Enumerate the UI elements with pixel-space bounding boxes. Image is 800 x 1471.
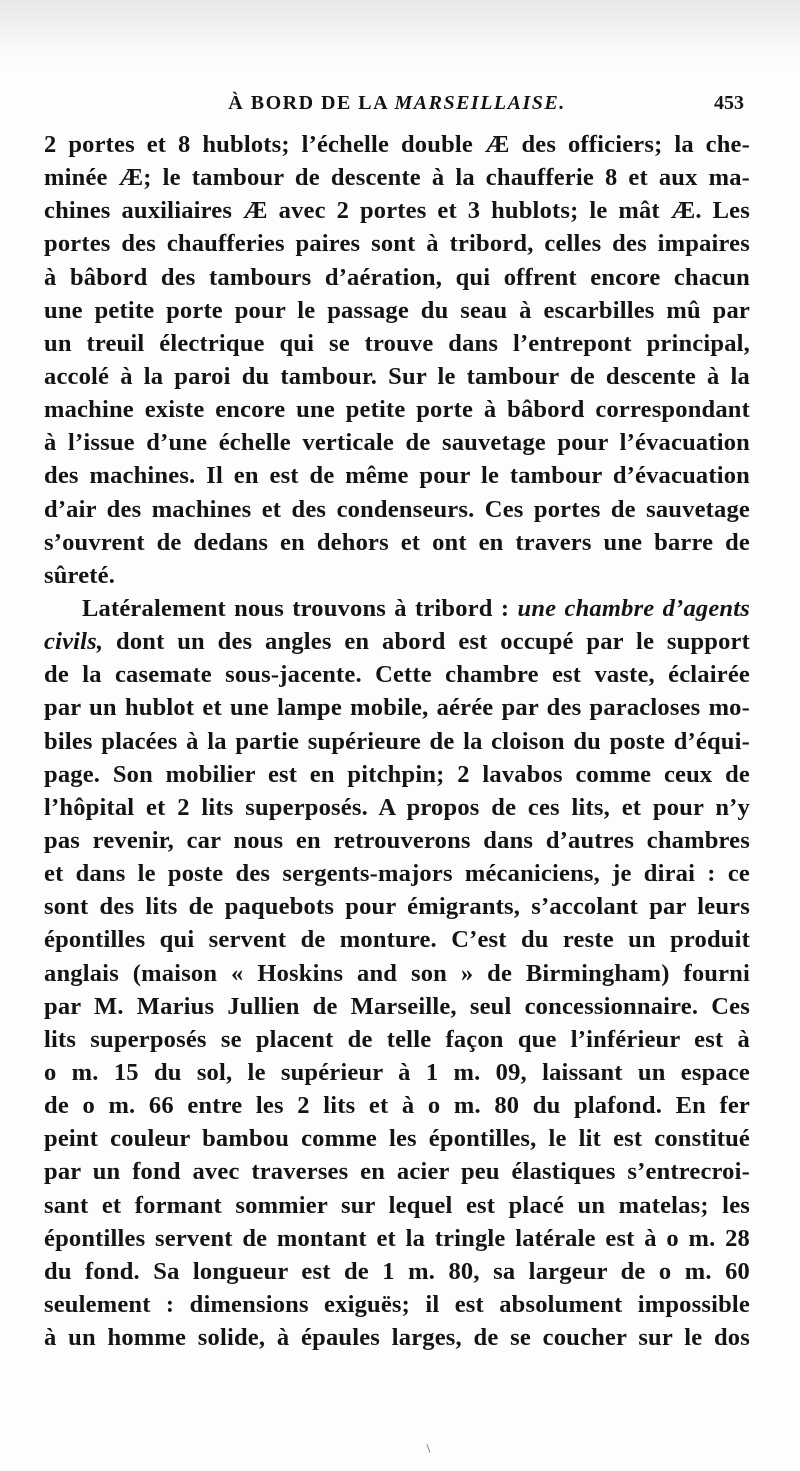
- text-run: Latéralement nous trouvons à tribord :: [82, 594, 518, 622]
- text-line: à l’issue d’une échelle verticale de sauvetage pour l’évacuation: [44, 429, 750, 457]
- text-line: des machines. Il en est de même pour le tambour d’évacuation: [44, 462, 750, 490]
- running-head: [44, 92, 750, 115]
- text-line: minée Æ; le tambour de descente à la chaufferie 8 et aux ma-: [44, 164, 750, 192]
- text-line: et dans le poste des sergents-majors mécaniciens, je dirai : ce: [44, 860, 750, 888]
- text-run: dont un des angles en abord est occupé par le support: [103, 628, 750, 656]
- page-number: 453: [714, 92, 744, 114]
- running-head-prefix: À BORD DE LA: [228, 92, 395, 114]
- text-line: de o m. 66 entre les 2 lits et à o m. 80 du plafond. En fer: [44, 1092, 750, 1120]
- scan-edge-shading: [0, 0, 800, 70]
- text-line: 2 portes et 8 hublots; l’échelle double Æ des officiers; la che-: [44, 131, 750, 158]
- text-line: anglais (maison « Hoskins and son » de Birmingham) fourni: [44, 959, 750, 987]
- text-line: sont des lits de paquebots pour émigrants, s’accolant par leurs: [44, 893, 750, 921]
- text-line: par M. Marius Jullien de Marseille, seul concessionnaire. Ces: [44, 992, 750, 1020]
- text-line: o m. 15 du sol, le supérieur à 1 m. 09, laissant un espace: [44, 1058, 750, 1086]
- text-line: du fond. Sa longueur est de 1 m. 80, sa largeur de o m. 60: [44, 1257, 750, 1285]
- text-line: peint couleur bambou comme les épontilles, le lit est constitué: [44, 1125, 750, 1153]
- text-line: par un fond avec traverses en acier peu élastiques s’entrecroi-: [44, 1158, 750, 1186]
- italic-text-run: une chambre d’agents: [517, 594, 750, 622]
- page-header: [44, 88, 750, 124]
- text-line: épontilles servent de montant et la tringle latérale est à o m. 28: [44, 1224, 750, 1252]
- text-line: machine existe encore une petite porte à bâbord correspondant: [44, 396, 750, 424]
- text-line: une petite porte pour le passage du seau à escarbilles mû par: [44, 296, 750, 324]
- text-line: de la casemate sous-jacente. Cette chambre est vaste, éclairée: [44, 661, 750, 689]
- italic-text-run: civils,: [44, 628, 104, 656]
- body-text: [44, 128, 750, 1354]
- text-line: par un hublot et une lampe mobile, aérée par des paracloses mo-: [44, 694, 750, 722]
- text-line: accolé à la paroi du tambour. Sur le tambour de descente à la: [44, 362, 750, 390]
- text-line: d’air des machines et des condenseurs. Ces portes de sauvetage: [44, 495, 750, 523]
- text-line: pas revenir, car nous en retrouverons dans d’autres chambres: [44, 826, 750, 854]
- text-line: à bâbord des tambours d’aération, qui offrent encore chacun: [44, 263, 750, 291]
- text-line: [44, 625, 750, 658]
- text-line: un treuil électrique qui se trouve dans l’entrepont principal,: [44, 329, 750, 357]
- text-line: page. Son mobilier est en pitchpin; 2 lavabos comme ceux de: [44, 760, 750, 788]
- text-line-paragraph-start: [44, 592, 750, 625]
- running-head-ship-name: MARSEILLAISE.: [394, 92, 566, 114]
- text-line: sant et formant sommier sur lequel est placé un matelas; les: [44, 1191, 750, 1219]
- text-line: portes des chaufferies paires sont à tribord, celles des impaires: [44, 230, 750, 258]
- ink-speck: [426, 1444, 430, 1453]
- text-line: à un homme solide, à épaules larges, de se coucher sur le dos: [44, 1324, 750, 1352]
- text-line: s’ouvrent de dedans en dehors et ont en travers une barre de: [44, 528, 750, 556]
- text-line: biles placées à la partie supérieure de la cloison du poste d’équi-: [44, 727, 750, 755]
- text-line: seulement : dimensions exiguës; il est absolument impossible: [44, 1290, 750, 1318]
- text-line: l’hôpital et 2 lits superposés. A propos de ces lits, et pour n’y: [44, 793, 750, 821]
- text-line: chines auxiliaires Æ avec 2 portes et 3 hublots; le mât Æ. Les: [44, 197, 750, 225]
- text-line-paragraph-end: sûreté.: [44, 561, 116, 589]
- text-line: épontilles qui servent de monture. C’est du reste un produit: [44, 926, 750, 954]
- text-line: lits superposés se placent de telle façon que l’inférieur est à: [44, 1025, 750, 1053]
